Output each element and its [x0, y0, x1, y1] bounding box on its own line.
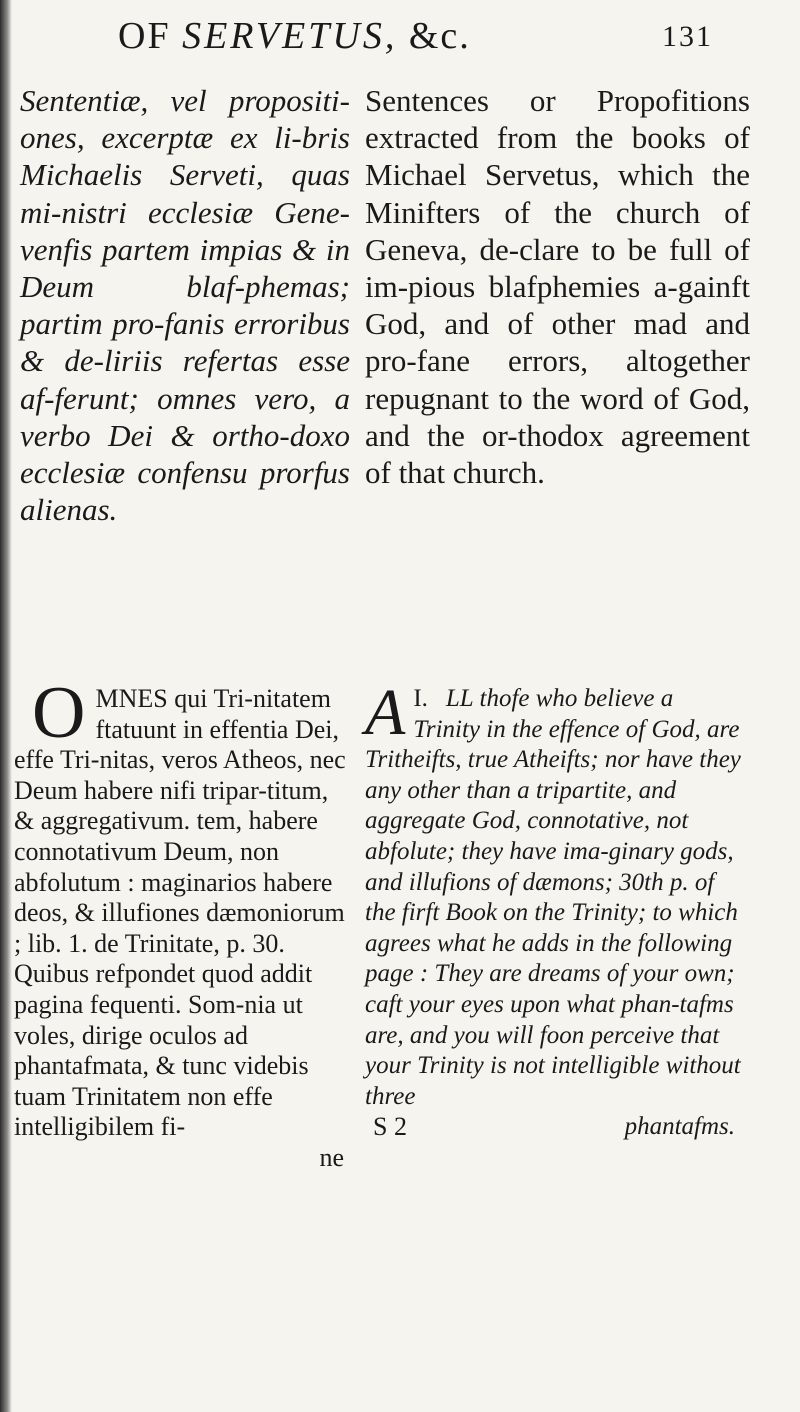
running-head-italic: SERVETUS,: [182, 15, 398, 57]
latin-heading: [20, 82, 350, 528]
latin-body-text: MNES qui Tri-nitatem ftatuunt in effentia Dei, effe Tri-nitas, veros Atheos, nec Deum habere nifi tripar-titum, & aggregativum. tem, habere connotativum Deum, non abfolutum : maginarios habere deos, & illufiones dæmoniorum ; lib. 1. de Trinitate, p. 30. Quibus refpondet quod addit pagina fequenti. Som-nia ut voles, dirige oculos ad phantafmata, & tunc videbis tuam Trinitatem non effe intelligibilem fi-: [14, 684, 346, 1142]
section-marker: I.: [413, 685, 428, 712]
english-paragraph-text: [365, 676, 745, 1112]
running-head: [118, 14, 471, 58]
page-number: 131: [662, 20, 713, 53]
catchword: phantafms.: [624, 1113, 735, 1141]
latin-heading-text: Sententiæ, vel propositi-ones, excerptæ ex li-bris Michaelis Serveti, quas mi-nistri ecclesiæ Gene-venfis partem impias & in Deum blaf-phemas; partim pro-fanis erroribus & de-liriis refertas esse af-ferunt; omnes vero, a verbo Dei & ortho-doxo ecclesiæ confensu prorfus alienas.: [20, 83, 350, 528]
english-heading-text: Sentences or Propofitions extracted from the books of Michael Servetus, which the Minifters of the church of Geneva, de-clare to be full of im-pious blafphemies a-gainft God, and of other mad and pro-fane errors, altogether repugnant to the word of God, and the or-thodox agreement of that church.: [365, 83, 750, 491]
english-body-text: LL thofe who believe a Trinity in the effence of God, are Tritheifts, true Atheifts; nor have they any other than a tripartite, and aggregate God, connotative, not abfolute; they have ima-ginary gods, and illufions of dæmons; 30th p. of the firft Book on the Trinity; to which agrees what he adds in the following page : They are dreams of your own; caft your eyes upon what phan-tafms are, and you will foon perceive that your Trinity is not intelligible without three: [365, 685, 741, 1110]
running-head-tail: &c.: [397, 15, 471, 57]
page-gutter-shadow: [0, 0, 12, 1412]
page-header: [118, 14, 718, 64]
signature-line: [365, 1112, 745, 1143]
latin-paragraph: [14, 672, 352, 1174]
latin-last-word: ne: [319, 1142, 344, 1172]
drop-cap-o: O: [32, 672, 86, 754]
english-paragraph: [365, 676, 745, 1143]
running-head-roman: OF: [118, 15, 183, 57]
latin-paragraph-text: [14, 672, 352, 1143]
signature-mark: S 2: [373, 1112, 407, 1142]
drop-cap-a: A: [365, 676, 406, 749]
english-heading: [365, 82, 750, 491]
